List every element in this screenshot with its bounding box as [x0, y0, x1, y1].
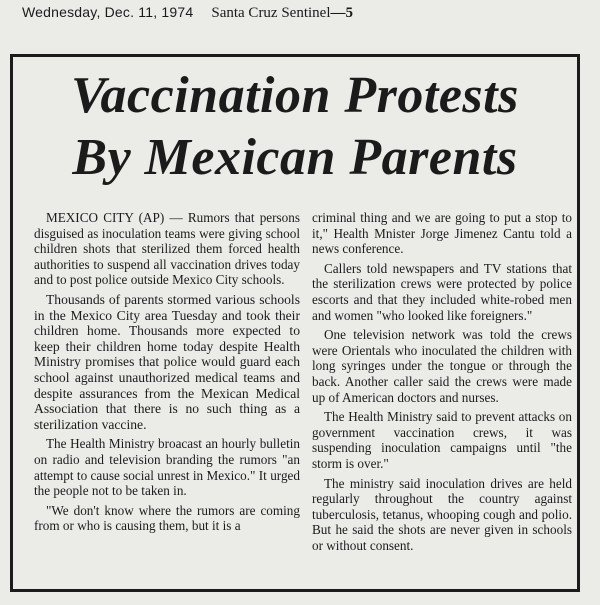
- paragraph: The Health Ministry said to prevent attacks on government vaccination crews, it was suspending inoculation campaigns until "the storm is over.": [312, 409, 572, 471]
- paragraph: Callers told newspapers and TV stations that the sterilization crews were protected by police escorts and that they included white-robed men and women "who looked like foreigners.": [312, 260, 572, 323]
- page-number: —5: [330, 5, 354, 21]
- newspaper-title: Santa Cruz Sentinel: [211, 5, 331, 21]
- paragraph: One television network was told the crews were Orientals who inoculated the children with long syringes under the tongue or through the back. Another caller said the crews were made up of American doctors and nurses.: [312, 327, 572, 405]
- paragraph: Thousands of parents stormed various schools in the Mexico City area Tuesday and took their children home. Thousands more expected to keep their children home today despite Health Ministry promises that police would guard each school against unauthorized medical teams and despite assurances from the Mexican Medical Association that there is no such thing as a sterilization vaccine.: [34, 291, 300, 432]
- paragraph: The Health Ministry broacast an hourly bulletin on radio and television branding the rumors "an attempt to cause social unrest in Mexico." It urged the people not to be taken in.: [34, 436, 300, 499]
- article-column-right: [312, 210, 572, 557]
- page-masthead: [22, 4, 582, 32]
- newspaper-name: [211, 5, 353, 22]
- article-column-left: [34, 210, 300, 538]
- article-frame: [10, 54, 580, 592]
- issue-date: Wednesday, Dec. 11, 1974: [22, 4, 194, 20]
- paragraph: The ministry said inoculation drives are held regularly throughout the country against tuberculosis, tetanus, whooping cough and polio. But he said the shots are never given in schools or without consent.: [312, 475, 572, 553]
- paragraph: criminal thing and we are going to put a stop to it," Health Mnister Jorge Jimenez Cantu told a news conference.: [312, 210, 572, 257]
- headline-line-1: Vaccination Protests: [71, 67, 519, 124]
- article-headline: [13, 65, 577, 189]
- paragraph: "We don't know where the rumors are coming from or who is causing them, but it is a: [34, 502, 300, 534]
- headline-line-2: By Mexican Parents: [72, 129, 518, 186]
- paragraph: MEXICO CITY (AP) — Rumors that persons disguised as inoculation teams were giving school children shots that sterilized them forced health authorities to suspend all vaccination drives today and to post police outside Mexico City schools.: [34, 210, 300, 288]
